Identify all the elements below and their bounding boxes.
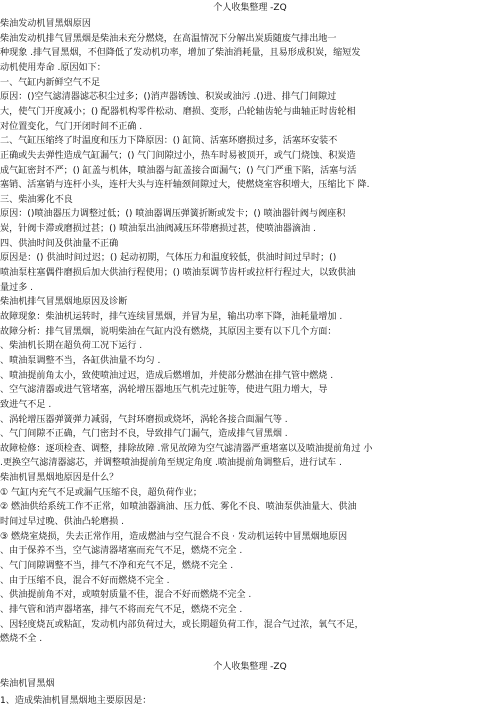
text-line: ② 燃油供给系统工作不正常，如喷油器滴油、压力低、雾化不良、喷油泵供油量大、供油 (0, 502, 357, 512)
text-line: 、空气滤清器或进气管堵塞，涡轮增压器地压气机壳过脏等，使进气阻力增大，导 (0, 385, 328, 395)
text-line: 原因：()喷油器压力调整过低；() 喷油器调压弹簧折断或发卡；() 喷油器针阀与阀座积 (0, 209, 346, 219)
text-line: 、柴油机长期在超负荷工况下运行 . (0, 341, 143, 351)
text-line: 、喷油提前角太小，致使喷油过迟，造成后燃增加，并使部分燃油在排气管中燃烧 . (0, 371, 334, 381)
text-line: 正确或失去弹性造成气缸漏气；() 气门间隙过小，热车时易被顶开，或气门烧蚀、积炭造 (0, 151, 356, 161)
text-line: 、因轻度烧瓦或粘缸，发动机内部负荷过大，或长期超负荷工作，混合气过浓，氧气不足， (0, 620, 364, 630)
text-line: .更换空气滤清器滤芯，并调整喷油提前角至规定角度 .喷油提前角调整后，进行试车 . (0, 458, 342, 468)
text-line: 、气门间隙不正确，气门密封不良，导致排气门漏气，造成排气冒黑烟 . (0, 429, 288, 439)
text-line: 量过多 . (0, 283, 34, 293)
text-line: 柴油发动机排气冒黑烟是柴油未充分燃烧，在高温情况下分解出炭质随废气排出地一 (0, 34, 337, 44)
text-line: 故障现象：柴油机运转时，排气连续冒黑烟，并冒为星，输出功率下降，油耗量增加 . (0, 312, 343, 322)
page-header: 个人收集整理 -ZQ (213, 3, 287, 13)
text-line: 三、柴油雾化不良 (0, 195, 73, 205)
text-line: ③ 燃烧室烧损，失去正常作用，造成燃油与空气混合不良 · 发动机运转中冒黑烟地原因 (0, 532, 348, 542)
text-line: 柴油机冒黑烟 (0, 679, 55, 689)
text-line: 、涡轮增压器弹簧弹力减弱，气封环磨损或烧坏，涡轮各接合面漏气等 . (0, 415, 288, 425)
text-line: 柴油机排气冒黑烟地原因及诊断 (0, 297, 128, 307)
text-line: 种现象 .排气冒黑烟，不但降低了发动机功率，增加了柴油消耗量，且易形成积炭，缩短发 (0, 48, 361, 58)
text-line: 致进气不足 . (0, 400, 52, 410)
text-line: 成气缸密封不严；() 缸盖与机体，喷油器与缸盖接合面漏气；() 气门严重下陷，活塞与活 (0, 166, 357, 176)
text-line: 原因：()空气滤清器滤芯积尘过多；()消声器锈蚀、积炭或油污 .()进、排气门间隙过 (0, 92, 337, 102)
text-line: 、由于保养不当，空气滤清器堵塞而充气不足，燃烧不完全 . (0, 546, 243, 556)
text-line: 、气门间隙调整不当，排气不净和充气不足，燃烧不完全 . (0, 561, 234, 571)
text-line: 、排气管和消声器堵塞，排气不将而充气不足，燃烧不完全 . (0, 605, 243, 615)
text-line: 柴油机冒黑烟地原因是什么？ (0, 473, 119, 483)
text-line: 1、造成柴油机冒黑烟地主要原因是： (0, 696, 152, 706)
text-line: 塞销、活塞销与连杆小头，连杆大头与连杆轴颈间隙过大，使燃烧室容积增大，压缩比下 降. (0, 180, 370, 190)
text-line: 燃烧不全 . (0, 634, 43, 644)
text-line: 炭，针阀卡滞或磨损过甚；() 喷油泵出油阀减压环带磨损过甚，使喷油器滴油 . (0, 224, 316, 234)
text-line: 时间过早过晚、供油凸轮磨损 . (0, 517, 125, 527)
text-line: 喷油泵柱塞偶件磨损后加大供油行程使用；() 喷油泵调节齿杆或拉杆行程过大，以致供油 (0, 268, 356, 278)
text-line: 故障检修：逐项检查、调整，排除故障 .常见故障为空气滤清器严重堵塞以及喷油提前角过 小 (0, 444, 373, 454)
text-line: 柴油发动机冒黑烟原因 (0, 19, 91, 29)
text-line: 原因是：() 供油时间过迟；() 起动初期，气体压力和温度较低，供油时间过早时；() (0, 253, 337, 263)
text-line: 四、供油时间及供油量不正确 (0, 239, 119, 249)
text-line: 、供油提前角不对，或喷射质量不佳，混合不好而燃烧不完全 . (0, 590, 252, 600)
text-line: 对位置变化，气门开闭时间不正确 . (0, 122, 143, 132)
text-line: 动机使用寿命 .原因如下： (0, 63, 106, 73)
text-line: ① 气缸内充气不足或漏气压缩不良，超负荷作业； (0, 488, 203, 498)
text-line: 大，使气门开度减小；() 配器机构零件松动、磨损、变形，凸轮轴齿轮与曲轴正时齿轮相 (0, 107, 356, 117)
text-line: 二、气缸压缩终了时温度和压力下降原因：() 缸筒、活塞环磨损过多，活塞环安装不 (0, 136, 338, 146)
text-line: 、喷油泵调整不当，各缸供油量不均匀 . (0, 356, 161, 366)
text-line: 故障分析：排气冒黑烟，说明柴油在气缸内没有燃烧，其原因主要有以下几个方面： (0, 327, 337, 337)
page-header-repeat: 个人收集整理 -ZQ (213, 662, 287, 672)
text-line: 一、气缸内新鲜空气不足 (0, 78, 101, 88)
text-line: 、由于压缩不良，混合不好而燃烧不完全 . (0, 576, 170, 586)
